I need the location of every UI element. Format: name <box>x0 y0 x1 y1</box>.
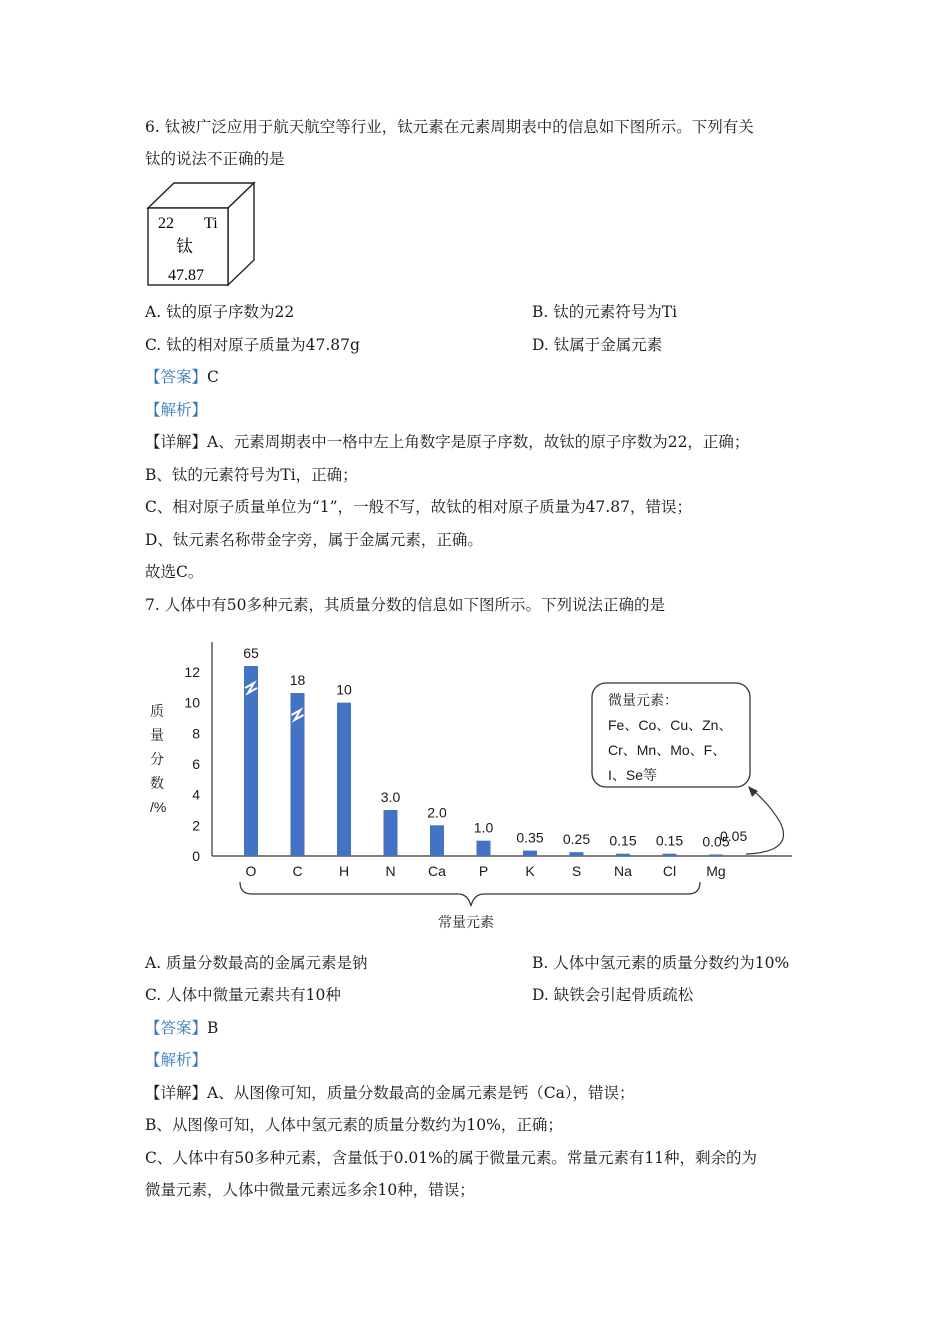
q7-detail-c1: C、人体中有50多种元素，含量低于0.01%的属于微量元素。常量元素有11种，剩余的为 <box>145 1149 758 1167</box>
atomic-number: 22 <box>158 215 174 232</box>
x-axis-ticks <box>246 863 726 879</box>
callout-line3: I、Se等 <box>608 767 658 783</box>
detail-tag: 【详解】 <box>145 1084 208 1102</box>
titanium-element-cell <box>146 180 258 290</box>
x-tick-C: C <box>292 863 303 879</box>
q6-stem-line2: 钛的说法不正确的是 <box>145 150 285 168</box>
value-label-S: 0.25 <box>562 831 591 848</box>
y-label-char: 量 <box>150 727 164 743</box>
bar-P <box>477 841 491 856</box>
x-tick-Mg: Mg <box>706 863 726 879</box>
q7-option-a: A. 质量分数最高的金属元素是钠 <box>145 954 368 972</box>
y-tick-label: 6 <box>192 756 200 772</box>
value-label-P: 1.0 <box>473 819 494 836</box>
detail-tag: 【详解】 <box>145 433 208 451</box>
y-tick-label: 10 <box>184 694 200 711</box>
y-label-char: 数 <box>150 775 164 791</box>
x-axis-label: 常量元素 <box>438 914 494 930</box>
x-tick-H: H <box>338 863 350 879</box>
q6-detail-c: C、相对原子质量单位为“1”，一般不写，故钛的相对原子质量为47.87，错误； <box>145 498 692 516</box>
value-label-K: 0.35 <box>516 829 544 846</box>
callout-line2: Cr、Mn、Mo、F、 <box>608 742 727 758</box>
x-tick-P: P <box>478 863 489 879</box>
answer-tag: 【答案】 <box>145 1019 208 1037</box>
bar-Ca <box>430 825 444 856</box>
callout-arrowhead <box>748 786 758 797</box>
q6-detail-d: D、钛元素名称带金字旁，属于金属元素，正确。 <box>145 531 483 549</box>
x-tick-O: O <box>245 863 257 879</box>
q7-stem: 7. 人体中有50多种元素，其质量分数的信息如下图所示。下列说法正确的是 <box>145 596 665 614</box>
bar-Mg <box>709 855 723 857</box>
y-tick-label: 12 <box>184 664 200 680</box>
x-tick-S: S <box>571 863 582 879</box>
q6-detail-b: B、钛的元素符号为Ti，正确； <box>145 466 358 484</box>
bar-Na <box>616 854 630 856</box>
y-tick-label: 2 <box>192 817 200 834</box>
element-symbol: Ti <box>204 215 218 232</box>
q7-option-d: D. 缺铁会引起骨质疏松 <box>532 986 694 1004</box>
x-tick-Cl: Cl <box>662 863 677 879</box>
y-tick-label: 0 <box>192 848 200 864</box>
y-tick-label: 4 <box>192 786 200 803</box>
x-tick-N: N <box>385 863 396 879</box>
q7-detail-b: B、从图像可知，人体中氢元素的质量分数约为10%，正确； <box>145 1116 563 1134</box>
q6-analysis-tag: 【解析】 <box>145 401 208 419</box>
element-name: 钛 <box>176 237 193 257</box>
x-tick-Ca: Ca <box>428 863 446 879</box>
q6-option-d: D. 钛属于金属元素 <box>532 336 663 354</box>
value-label-Mg: 0.05 <box>702 833 730 850</box>
answer-value: C <box>207 368 219 386</box>
q7-answer <box>145 1018 218 1038</box>
value-label-N: 3.0 <box>380 789 401 805</box>
bar-N <box>384 810 398 856</box>
callout-line1: Fe、Co、Cu、Zn、 <box>608 717 733 733</box>
y-label-char: 分 <box>150 751 164 767</box>
q6-option-a: A. 钛的原子序数为22 <box>145 303 295 321</box>
bar-Cl <box>663 854 677 856</box>
q7-detail-c2: 微量元素，人体中微量元素远多余10种，错误； <box>145 1181 475 1199</box>
q6-option-c: C. 钛的相对原子质量为47.87g <box>145 336 360 354</box>
q6-detail-a: 【详解】A、元素周期表中一格中左上角数字是原子序数，故钛的原子序数为22，正确； <box>145 433 750 451</box>
value-label-O: 65 <box>243 645 259 661</box>
y-label-char: 质 <box>150 703 164 719</box>
q7-detail-a: 【详解】A、从图像可知，质量分数最高的金属元素是钙（Ca），错误； <box>145 1084 635 1102</box>
bar-H <box>337 703 351 856</box>
value-label-Ca: 2.0 <box>427 804 447 821</box>
brace <box>240 882 700 906</box>
callout-title: 微量元素： <box>608 692 678 708</box>
x-tick-K: K <box>525 863 535 879</box>
y-label-char: /% <box>150 799 167 815</box>
value-label-C: 18 <box>289 672 306 688</box>
bar-K <box>523 851 537 856</box>
answer-tag: 【答案】 <box>145 368 208 386</box>
q6-answer <box>145 367 219 387</box>
x-tick-Na: Na <box>614 863 632 879</box>
element-mass-fraction-chart <box>140 630 810 935</box>
y-tick-label: 8 <box>192 725 200 742</box>
bar-S <box>570 852 584 856</box>
atomic-mass: 47.87 <box>168 267 204 284</box>
q7-analysis-tag: 【解析】 <box>145 1051 208 1069</box>
value-label-H: 10 <box>336 681 352 698</box>
q6-stem-line1: 6. 钛被广泛应用于航天航空等行业，钛元素在元素周期表中的信息如下图所示。下列有关 <box>145 118 754 136</box>
y-axis-ticks <box>184 664 200 864</box>
callout-arrow <box>746 788 784 854</box>
q7-option-c: C. 人体中微量元素共有10种 <box>145 986 341 1004</box>
value-label-Cl: 0.15 <box>655 832 684 849</box>
value-label-Na: 0.15 <box>609 832 637 849</box>
q7-option-b: B. 人体中氢元素的质量分数约为10% <box>532 954 790 972</box>
q6-option-b: B. 钛的元素符号为Ti <box>532 303 678 321</box>
y-axis-label <box>150 703 166 815</box>
trace-value-label: 0.05 <box>720 828 748 844</box>
answer-value: B <box>207 1019 219 1037</box>
q6-conclusion: 故选C。 <box>145 563 204 581</box>
